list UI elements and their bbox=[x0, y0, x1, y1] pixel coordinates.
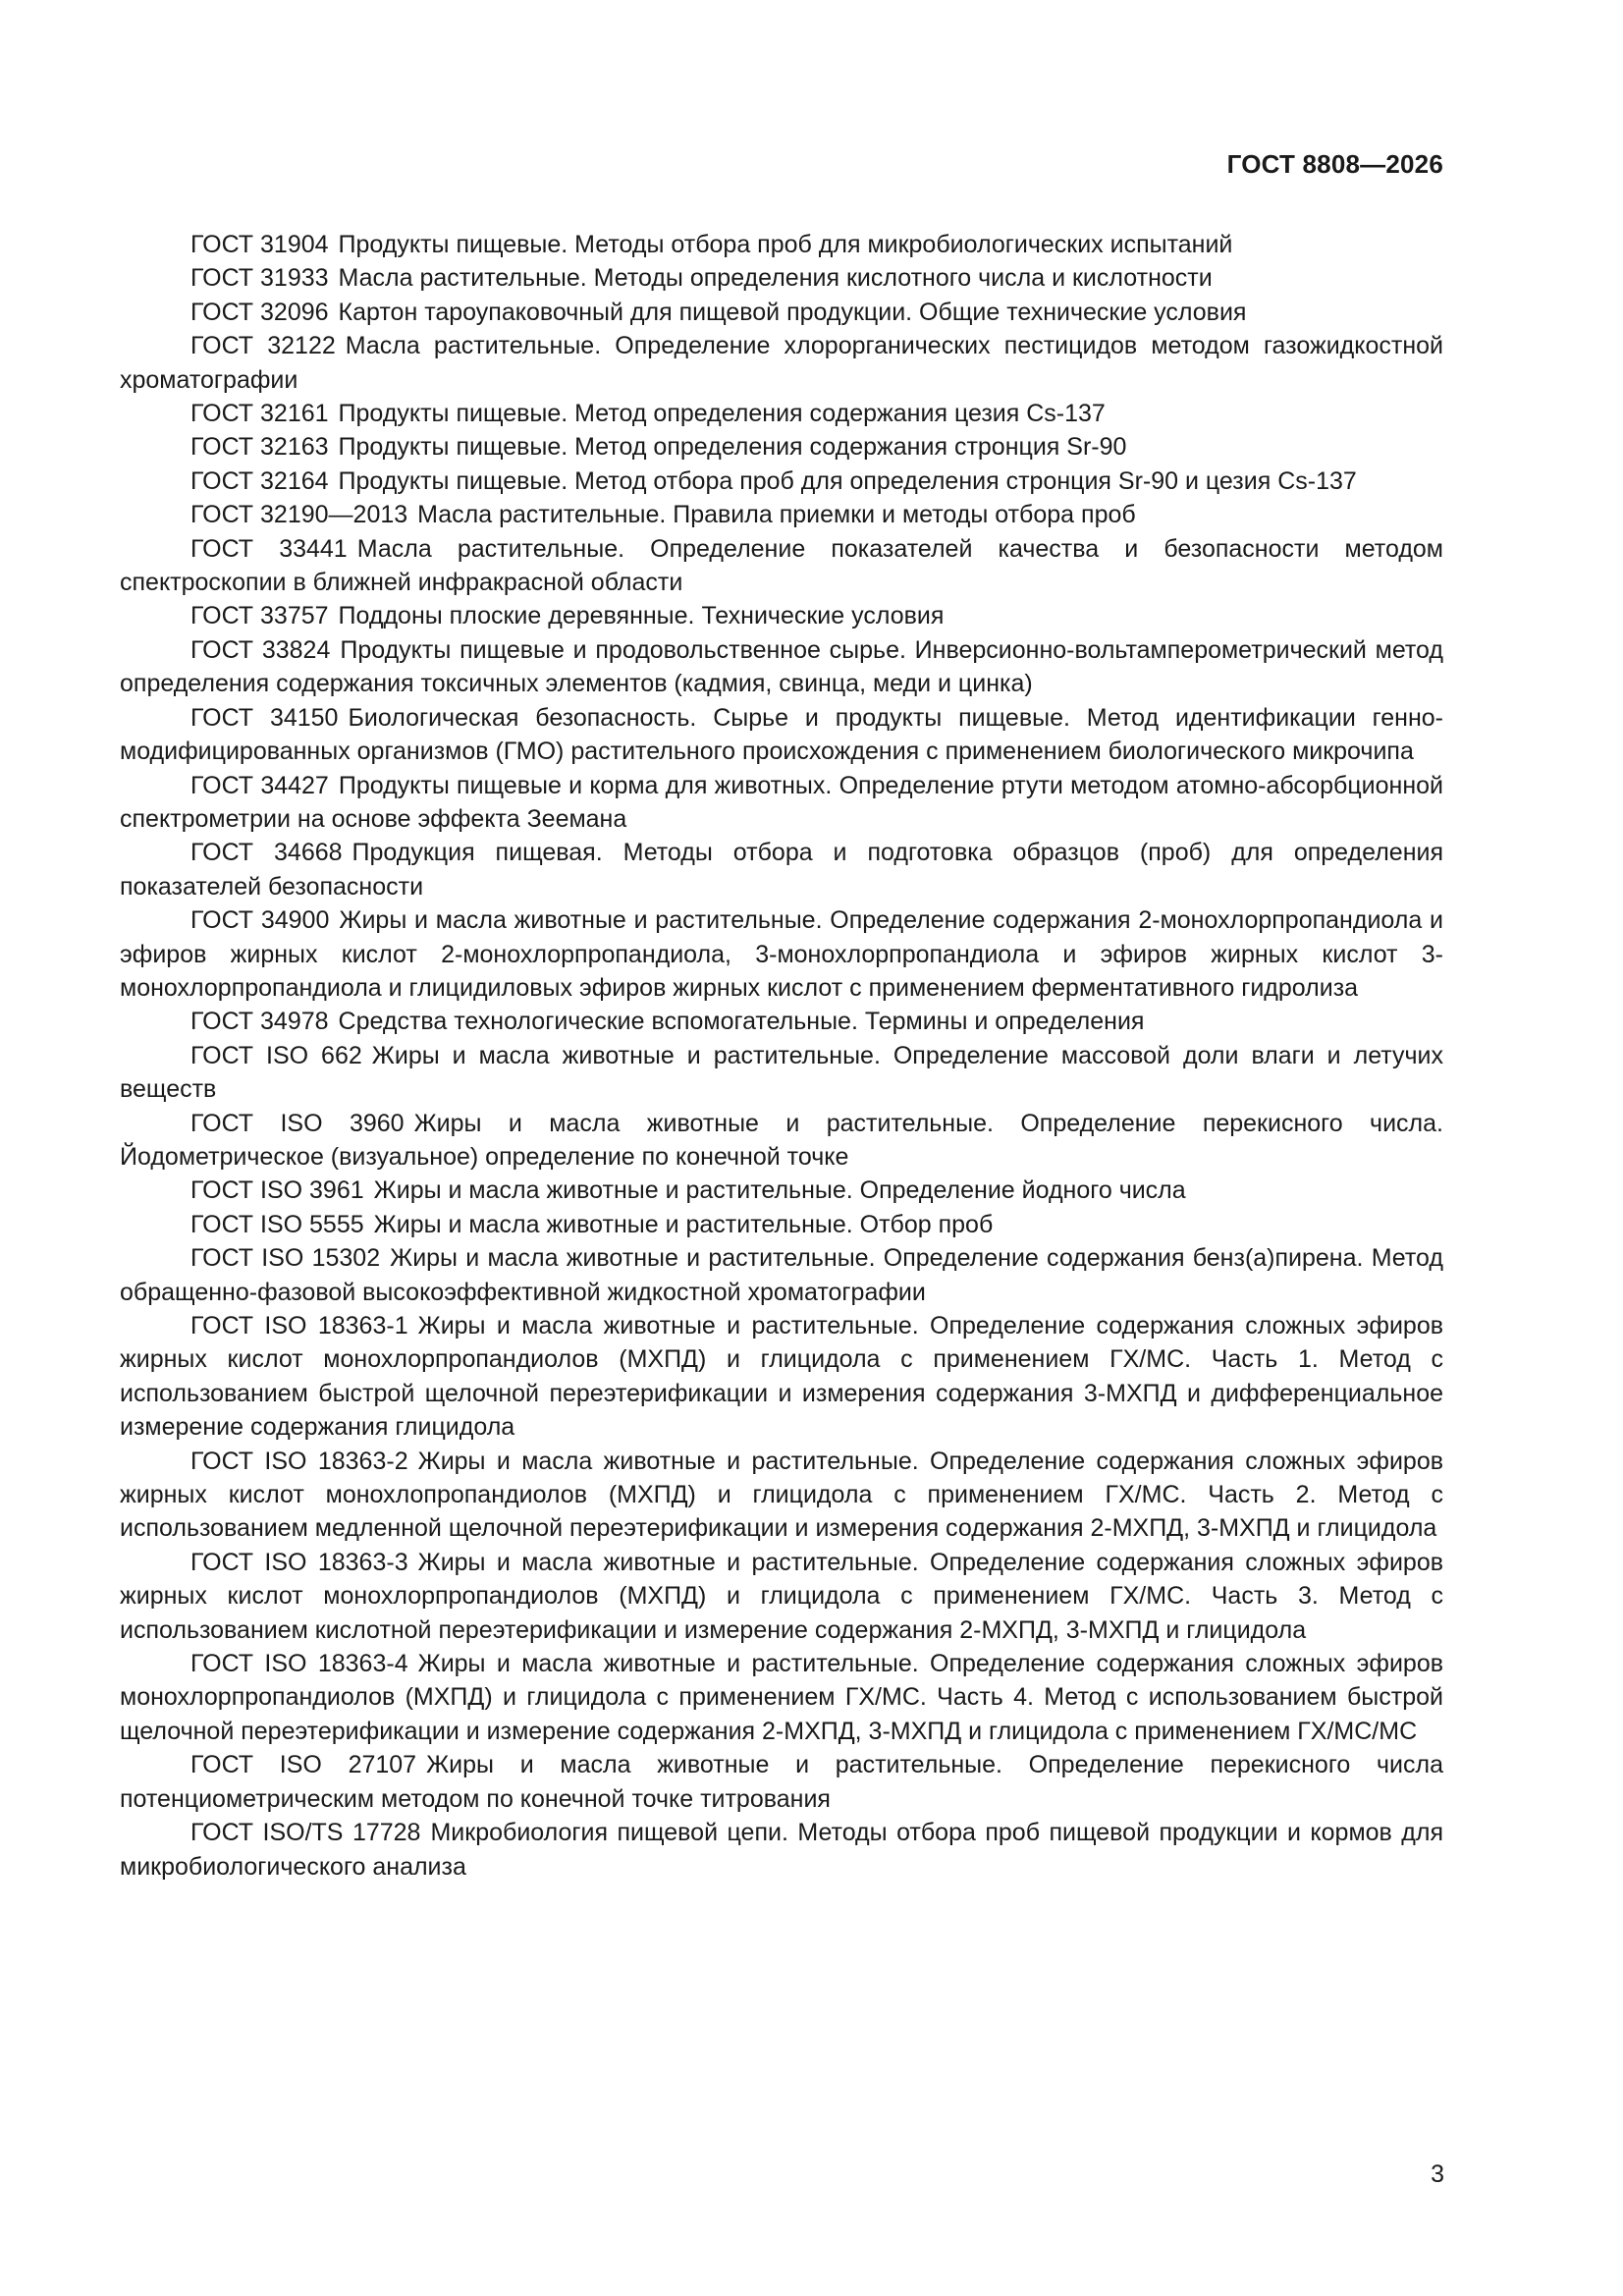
reference-code: ГОСТ 31904 bbox=[190, 231, 329, 258]
reference-item bbox=[120, 228, 1443, 261]
reference-code: ГОСТ ISO 18363-1 bbox=[190, 1312, 408, 1339]
reference-code: ГОСТ 32190—2013 bbox=[190, 501, 408, 529]
reference-title: Масла растительные. Определение показателей качества и безопасности методом спектроскопии в ближней инфракрасной области bbox=[120, 534, 1443, 597]
reference-title: Продукты пищевые и корма для животных. Определение ртути методом атомно-абсорбционной спектрометрии на основе эффекта Зеемана bbox=[120, 771, 1443, 833]
reference-item bbox=[120, 465, 1443, 498]
reference-item bbox=[120, 1309, 1443, 1445]
reference-title: Жиры и масла животные и растительные. Определение содержания сложных эфиров жирных кислот монохлопропандиолов (МХПД) и глицидола с применением ГХ/МС. Часть 2. Метод с использованием медленной щелочной переэтерификации и измерения содержания 2-МХПД, 3-МХПД и глицидола bbox=[120, 1447, 1444, 1543]
reference-title: Продукты пищевые. Методы отбора проб для микробиологических испытаний bbox=[338, 231, 1233, 258]
reference-item bbox=[120, 1241, 1443, 1309]
reference-item bbox=[120, 769, 1443, 837]
reference-code: ГОСТ 32122 bbox=[190, 332, 336, 360]
reference-title: Жиры и масла животные и растительные. Определение перекисного числа потенциометрическим методом по конечной точке титрования bbox=[120, 1751, 1443, 1813]
reference-item bbox=[120, 1546, 1443, 1647]
reference-item bbox=[120, 1174, 1443, 1207]
reference-title: Средства технологические вспомогательные. Термины и определения bbox=[338, 1008, 1145, 1036]
reference-title: Продукты пищевые и продовольственное сырье. Инверсионно-вольтамперометрический метод определения содержания токсичных элементов (кадмия, свинца, меди и цинка) bbox=[120, 635, 1444, 698]
reference-title: Жиры и масла животные и растительные. Отбор проб bbox=[373, 1210, 994, 1238]
reference-title: Масла растительные. Правила приемки и методы отбора проб bbox=[417, 501, 1136, 529]
reference-title: Жиры и масла животные и растительные. Определение содержания сложных эфиров монохлорпропандиолов (МХПД) и глицидола с применением ГХ/МС. Часть 4. Метод с использованием быстрой щелочной переэтерификации и измерение содержания 2-МХПД, 3-МХПД и глицидола с применением ГХ/МС/МС bbox=[120, 1650, 1444, 1745]
normative-references-list bbox=[120, 228, 1443, 1884]
reference-title: Жиры и масла животные и растительные. Определение йодного числа bbox=[373, 1176, 1186, 1205]
reference-title: Жиры и масла животные и растительные. Определение содержания бенз(а)пирена. Метод обращенно-фазовой высокоэффективной жидкостной хроматографии bbox=[120, 1244, 1443, 1306]
reference-title: Картон тароупаковочный для пищевой продукции. Общие технические условия bbox=[338, 298, 1247, 326]
reference-item bbox=[120, 1647, 1443, 1748]
reference-item bbox=[120, 430, 1443, 464]
reference-title: Продукты пищевые. Метод определения содержания стронция Sr-90 bbox=[338, 433, 1127, 462]
reference-item bbox=[120, 1208, 1443, 1241]
reference-title: Масла растительные. Определение хлорорганических пестицидов методом газожидкостной хроматографии bbox=[120, 332, 1443, 394]
reference-title: Жиры и масла животные и растительные. Определение массовой доли влаги и летучих веществ bbox=[120, 1041, 1443, 1104]
reference-code: ГОСТ ISO 3960 bbox=[190, 1109, 405, 1137]
reference-code: ГОСТ 32161 bbox=[190, 400, 329, 428]
reference-item bbox=[120, 498, 1443, 531]
reference-item bbox=[120, 1748, 1443, 1816]
reference-code: ГОСТ ISO 18363-3 bbox=[190, 1548, 408, 1576]
reference-title: Поддоны плоские деревянные. Технические условия bbox=[338, 602, 945, 630]
reference-code: ГОСТ 33824 bbox=[190, 635, 331, 664]
reference-code: ГОСТ 34150 bbox=[190, 703, 339, 732]
reference-code: ГОСТ ISO 5555 bbox=[190, 1210, 364, 1238]
reference-item bbox=[120, 1005, 1443, 1038]
reference-title: Масла растительные. Методы определения кислотного числа и кислотности bbox=[338, 264, 1213, 293]
reference-title: Продукция пищевая. Методы отбора и подготовка образцов (проб) для определения показателей безопасности bbox=[120, 839, 1444, 901]
reference-title: Продукты пищевые. Метод отбора проб для определения стронция Sr-90 и цезия Cs-137 bbox=[338, 466, 1357, 495]
reference-item bbox=[120, 296, 1443, 329]
reference-code: ГОСТ 34900 bbox=[190, 906, 330, 935]
reference-item bbox=[120, 261, 1443, 295]
reference-title: Микробиология пищевой цепи. Методы отбора проб пищевой продукции и кормов для микробиологического анализа bbox=[120, 1819, 1443, 1881]
reference-code: ГОСТ 34978 bbox=[190, 1008, 329, 1036]
reference-code: ГОСТ 34668 bbox=[190, 839, 343, 867]
reference-code: ГОСТ ISO/TS 17728 bbox=[190, 1819, 421, 1847]
reference-title: Жиры и масла животные и растительные. Определение содержания сложных эфиров жирных кислот монохлорпропандиолов (МХПД) и глицидола с применением ГХ/МС. Часть 1. Метод с использованием быстрой щелочной переэтерификации и измерения содержания 3-МХПД и дифференциальное измерение содержания глицидола bbox=[120, 1312, 1444, 1442]
reference-title: Биологическая безопасность. Сырье и продукты пищевые. Метод идентификации генно-модифицированных организмов (ГМО) растительного происхождения с применением биологического микрочипа bbox=[120, 703, 1443, 766]
reference-item bbox=[120, 1816, 1443, 1884]
reference-item bbox=[120, 836, 1443, 903]
reference-item bbox=[120, 599, 1443, 632]
reference-code: ГОСТ 34427 bbox=[190, 771, 329, 799]
reference-item bbox=[120, 329, 1443, 397]
reference-title: Жиры и масла животные и растительные. Определение содержания сложных эфиров жирных кислот монохлорпропандиолов (МХПД) и глицидола с применением ГХ/МС. Часть 3. Метод с использованием кислотной переэтерификации и измерение содержания 2-МХПД, 3-МХПД и глицидола bbox=[120, 1548, 1444, 1644]
reference-title: Жиры и масла животные и растительные. Определение содержания 2-монохлорпропандиола и эфиров жирных кислот 2-монохлорпропандиола, 3-монохлорпропандиола и эфиров жирных кислот 3-монохлорпропандиола и глицидиловых эфиров жирных кислот с применением ферментативного гидролиза bbox=[120, 906, 1443, 1002]
reference-item bbox=[120, 532, 1443, 600]
reference-item bbox=[120, 1445, 1443, 1546]
reference-code: ГОСТ 31933 bbox=[190, 264, 329, 293]
reference-item bbox=[120, 633, 1443, 701]
reference-code: ГОСТ 32164 bbox=[190, 466, 329, 495]
reference-code: ГОСТ ISO 18363-2 bbox=[190, 1447, 408, 1475]
reference-code: ГОСТ ISO 662 bbox=[190, 1041, 362, 1069]
reference-code: ГОСТ 33757 bbox=[190, 602, 329, 630]
reference-item bbox=[120, 397, 1443, 430]
reference-code: ГОСТ 33441 bbox=[190, 534, 348, 563]
reference-code: ГОСТ 32163 bbox=[190, 433, 329, 462]
reference-code: ГОСТ 32096 bbox=[190, 298, 329, 326]
reference-item bbox=[120, 1039, 1443, 1107]
reference-item bbox=[120, 1107, 1443, 1175]
reference-item bbox=[120, 701, 1443, 769]
page-number: 3 bbox=[1431, 2160, 1444, 2188]
reference-item bbox=[120, 903, 1443, 1005]
reference-code: ГОСТ ISO 27107 bbox=[190, 1751, 417, 1779]
reference-code: ГОСТ ISO 3961 bbox=[190, 1176, 364, 1205]
reference-title: Жиры и масла животные и растительные. Определение перекисного числа. Йодометрическое (визуальное) определение по конечной точке bbox=[120, 1109, 1443, 1171]
reference-code: ГОСТ ISO 18363-4 bbox=[190, 1650, 408, 1678]
document-code: ГОСТ 8808—2026 bbox=[1226, 149, 1443, 179]
reference-title: Продукты пищевые. Метод определения содержания цезия Cs-137 bbox=[338, 400, 1106, 428]
reference-code: ГОСТ ISO 15302 bbox=[190, 1244, 381, 1273]
